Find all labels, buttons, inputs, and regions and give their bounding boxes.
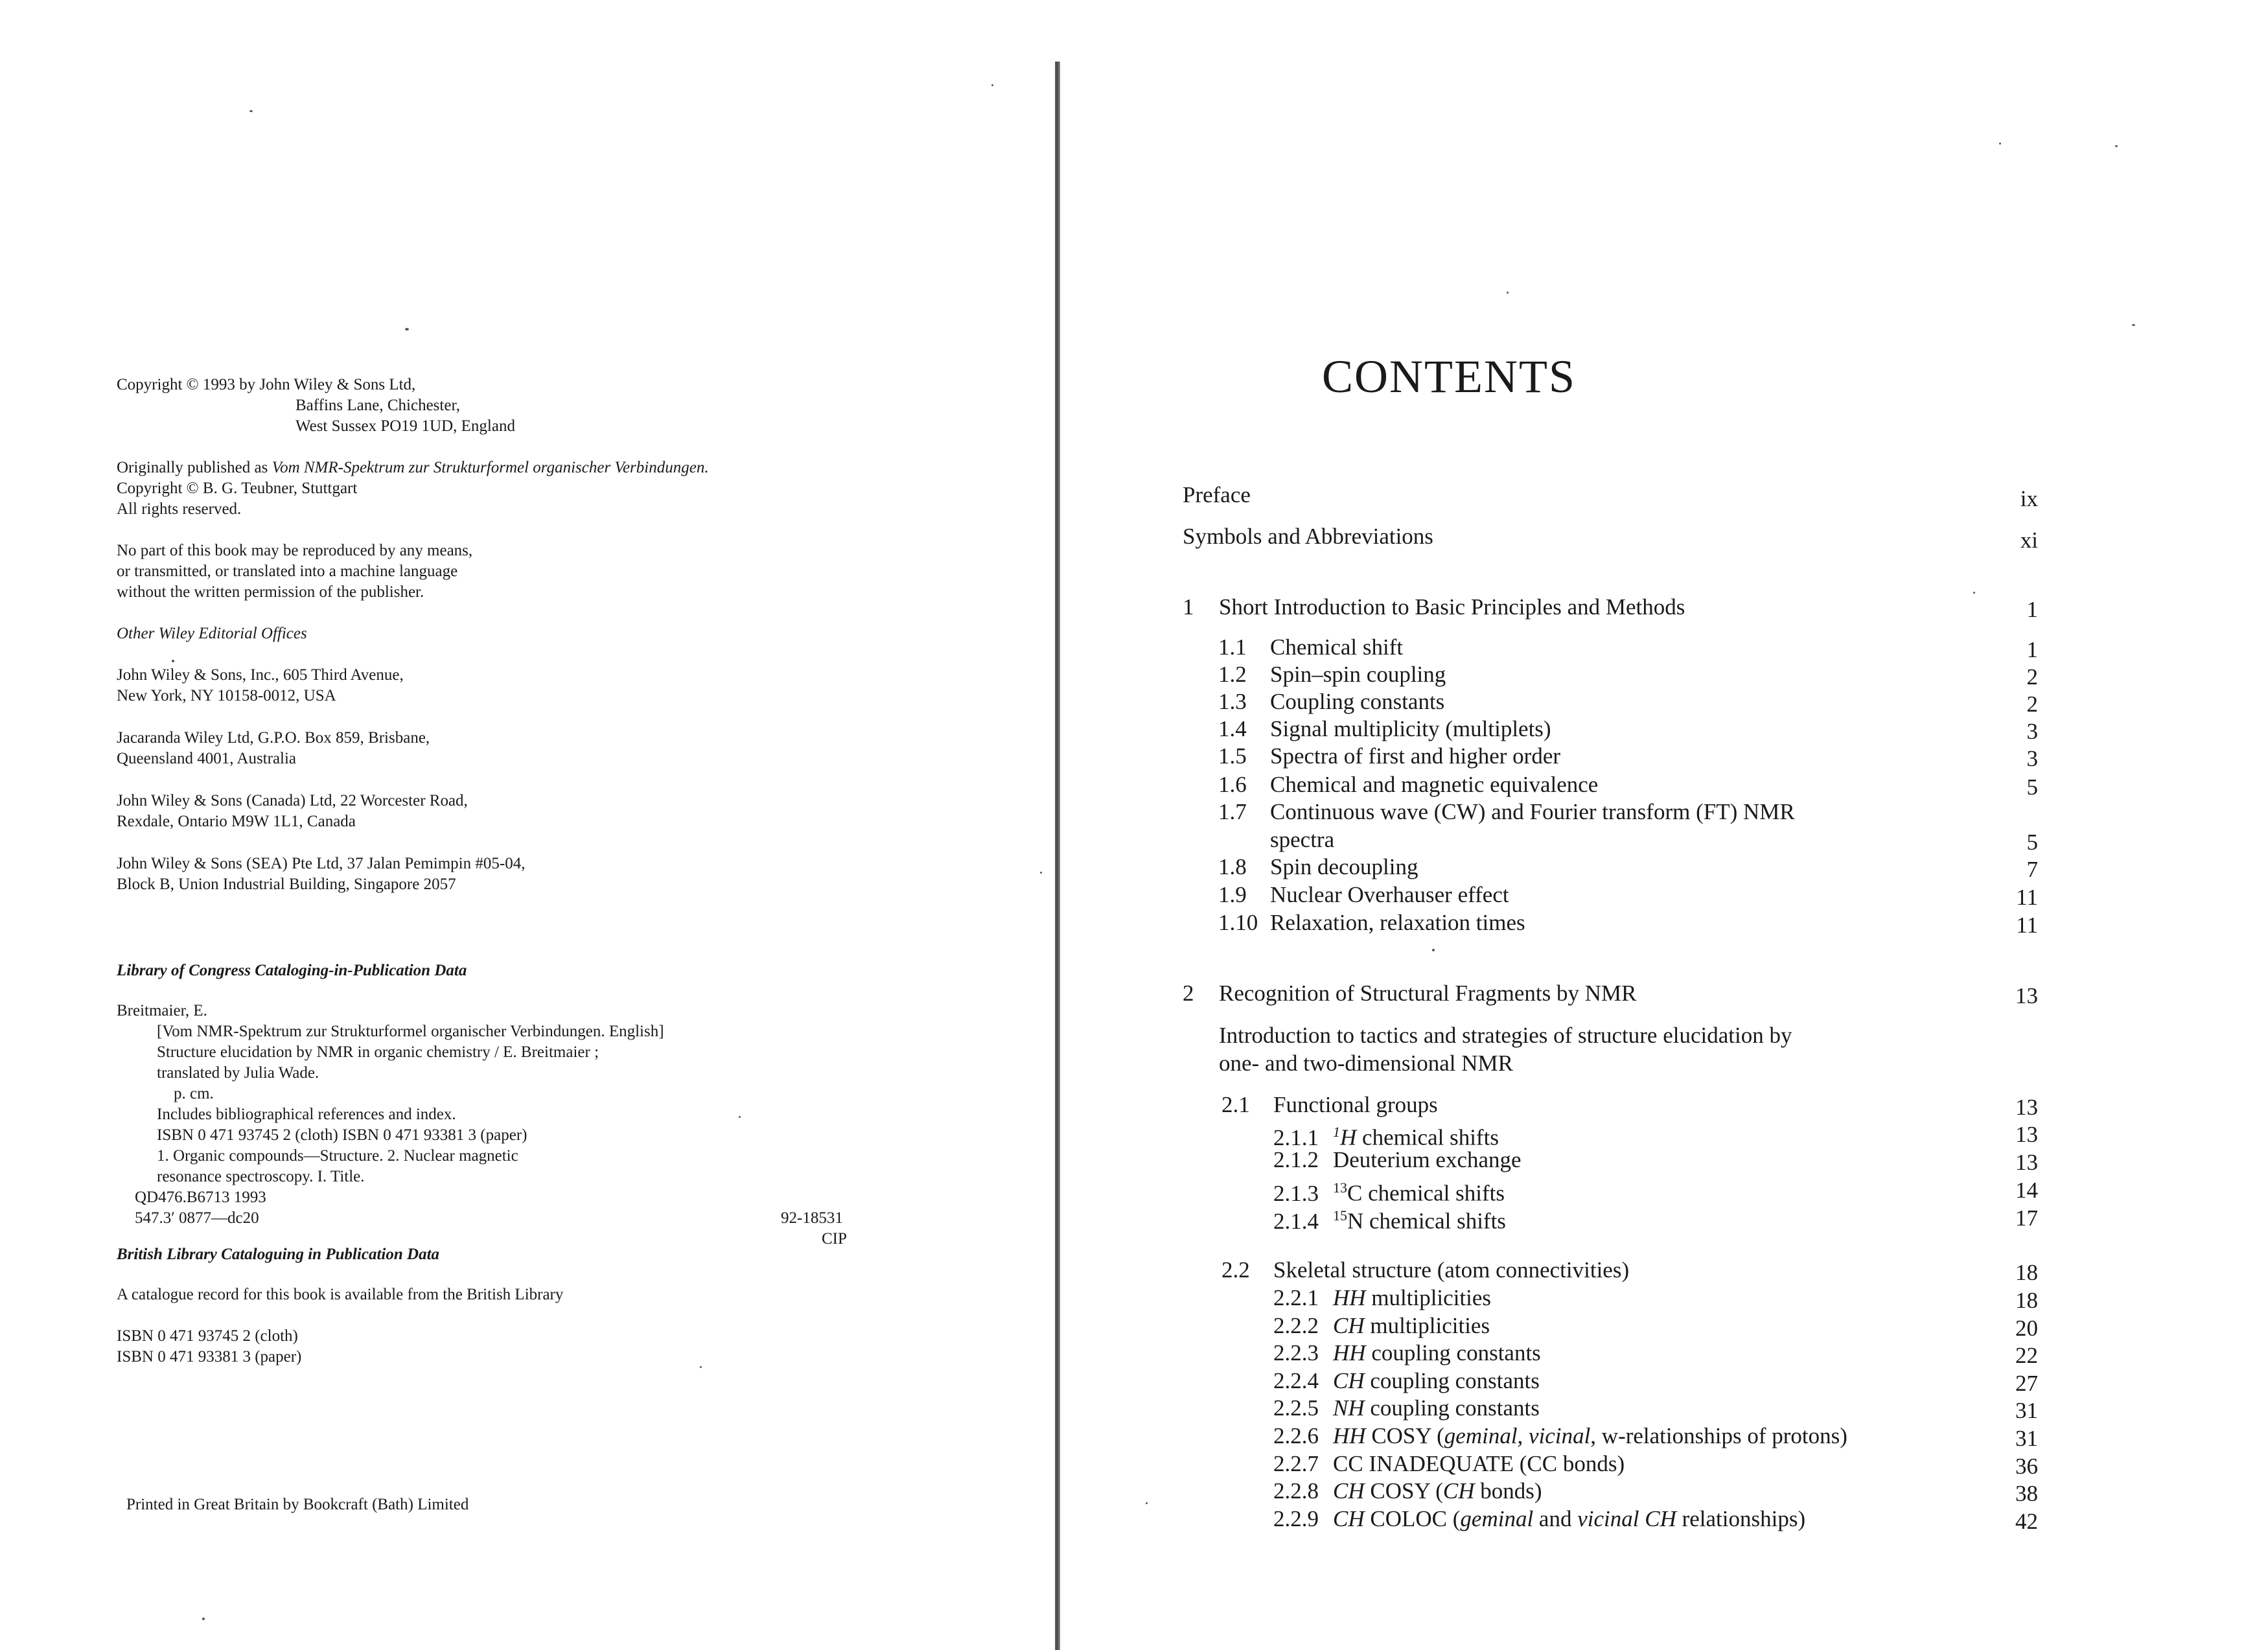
original-title: Vom NMR-Spektrum zur Strukturformel organischer Verbindungen. <box>272 459 709 476</box>
toc-page-number: 38 <box>2015 1481 2038 1506</box>
office-address: John Wiley & Sons, Inc., 605 Third Avenue, New York, NY 10158-0012, USA <box>117 666 404 704</box>
toc-page-number: 27 <box>2015 1371 2038 1396</box>
scan-speck <box>405 328 409 331</box>
toc-page-number: 1 <box>2026 597 2038 622</box>
toc-page-number: 31 <box>2015 1398 2038 1423</box>
original-line: Copyright © B. G. Teubner, Stuttgart <box>117 480 358 497</box>
toc-page-number: 18 <box>2015 1288 2038 1313</box>
cip-lc-number: 92-18531 <box>781 1209 843 1227</box>
office-address: John Wiley & Sons (Canada) Ltd, 22 Worcester Road, Rexdale, Ontario M9W 1L1, Canada <box>117 792 468 830</box>
toc-chapter-2: 2 Recognition of Structural Fragments by NMR <box>1183 981 1637 1006</box>
toc-entry-symbols: Symbols and Abbreviations <box>1183 524 1433 549</box>
isbn-cloth: ISBN 0 471 93745 2 (cloth) <box>117 1327 298 1345</box>
toc-page-number: 2 <box>2026 664 2038 690</box>
other-offices-heading: Other Wiley Editorial Offices <box>117 625 307 642</box>
bl-cip-text: A catalogue record for this book is available from the British Library <box>117 1286 564 1303</box>
toc-section-1-1: 1.1 Chemical shift <box>1218 634 1404 660</box>
toc-section-1-7: 1.7 Continuous wave (CW) and Fourier transform (FT) NMR <box>1218 799 1795 824</box>
toc-subsection-2-2-7: 2.2.7 CC INADEQUATE (CC bonds) <box>1273 1451 1625 1476</box>
toc-page-number: 3 <box>2026 719 2038 744</box>
toc-ch2-intro: one- and two-dimensional NMR <box>1219 1051 1513 1076</box>
toc-page-number: 17 <box>2015 1205 2038 1231</box>
toc-page-number: 18 <box>2015 1260 2038 1285</box>
left-page <box>0 0 1050 1650</box>
toc-page-number: xi <box>2020 528 2038 553</box>
rights-notice <box>117 540 472 603</box>
toc-page-number: ix <box>2020 486 2038 511</box>
toc-page-number: 11 <box>2016 885 2038 910</box>
toc-page-number: 5 <box>2026 830 2038 855</box>
toc-page-number: 13 <box>2015 1150 2038 1175</box>
cip-author: Breitmaier, E. <box>117 1002 207 1019</box>
toc-page-number: 7 <box>2026 857 2038 882</box>
toc-subsection-2-2-3: 2.2.3 HH coupling constants <box>1273 1340 1541 1365</box>
scan-speck <box>1146 1502 1148 1504</box>
toc-ch2-intro: Introduction to tactics and strategies of structure elucidation by <box>1219 1023 1792 1048</box>
scan-speck <box>991 84 993 86</box>
scan-speck <box>249 110 253 112</box>
toc-subsection-2-2-6: 2.2.6 HH COSY (geminal, vicinal, w-relationships of protons) <box>1273 1423 1847 1448</box>
toc-section-1-8: 1.8 Spin decoupling <box>1218 854 1418 879</box>
scan-speck <box>1432 949 1435 951</box>
toc-subsection-2-2-2: 2.2.2 CH multiplicities <box>1273 1313 1490 1338</box>
toc-subsection-2-1-1: 2.1.1 $^1$H chemical shifts <box>1273 1124 1499 1150</box>
toc-page-number: 31 <box>2015 1426 2038 1451</box>
toc-page-number: 36 <box>2015 1454 2038 1479</box>
toc-page-number: 1 <box>2026 637 2038 662</box>
toc-section-2-2: 2.2 Skeletal structure (atom connectivities) <box>1221 1257 1630 1283</box>
toc-section-1-9: 1.9 Nuclear Overhauser effect <box>1218 882 1509 907</box>
original-publication-block <box>117 458 709 520</box>
original-line: Originally published as Vom NMR-Spektrum zur Strukturformel organischer Verbindungen. <box>117 459 709 476</box>
toc-subsection-2-2-4: 2.2.4 CH coupling constants <box>1273 1368 1540 1393</box>
scan-speck <box>2115 145 2118 147</box>
scan-speck <box>700 1366 702 1368</box>
toc-section-1-4: 1.4 Signal multiplicity (multiplets) <box>1218 716 1551 741</box>
toc-page-number: 2 <box>2026 691 2038 717</box>
toc-subsection-2-2-1: 2.2.1 HH multiplicities <box>1273 1285 1492 1310</box>
rights-line: No part of this book may be reproduced by any means, <box>117 542 473 559</box>
toc-entry-preface: Preface <box>1183 482 1251 507</box>
scan-speck <box>1973 592 1975 594</box>
toc-subsection-2-1-2: 2.1.2 Deuterium exchange <box>1273 1147 1522 1172</box>
toc-subsection-2-1-4: 2.1.4 $^{15}$N chemical shifts <box>1273 1207 1506 1234</box>
bl-cip-heading: British Library Cataloguing in Publication Data <box>117 1246 440 1263</box>
toc-page-number: 13 <box>2015 983 2038 1008</box>
cip-call-number: QD476.B6713 1993 <box>135 1189 266 1206</box>
toc-page-number: 3 <box>2026 746 2038 771</box>
toc-page-number: 22 <box>2015 1343 2038 1368</box>
office-address: John Wiley & Sons (SEA) Pte Ltd, 37 Jalan Pemimpin #05-04, Block B, Union Industrial Building, Singapore 2057 <box>117 855 526 893</box>
toc-page-number: 13 <box>2015 1095 2038 1120</box>
isbn-paper: ISBN 0 471 93381 3 (paper) <box>117 1348 302 1365</box>
toc-section-1-10: 1.10 Relaxation, relaxation times <box>1218 910 1525 935</box>
printer-credit: Printed in Great Britain by Bookcraft (Bath) Limited <box>126 1496 469 1513</box>
book-spine-gutter <box>1055 62 1060 1650</box>
scan-speck <box>1040 872 1042 874</box>
toc-subsection-2-1-3: 2.1.3 $^{13}$C chemical shifts <box>1273 1179 1505 1206</box>
contents-title: CONTENTS <box>1322 351 1576 402</box>
toc-page-number: 42 <box>2015 1509 2038 1534</box>
isbn-block <box>117 1326 301 1367</box>
toc-page-number: 13 <box>2015 1122 2038 1147</box>
scan-speck <box>202 1618 205 1620</box>
copyright-line: Copyright © 1993 by John Wiley & Sons Ltd, <box>117 376 416 393</box>
cip-mark: CIP <box>822 1230 847 1248</box>
toc-subsection-2-2-5: 2.2.5 NH coupling constants <box>1273 1395 1540 1421</box>
rights-line: without the written permission of the publisher. <box>117 583 424 601</box>
toc-chapter-1: 1 Short Introduction to Basic Principles and Methods <box>1183 594 1685 620</box>
toc-section-1-5: 1.5 Spectra of first and higher order <box>1218 743 1561 769</box>
toc-section-1-2: 1.2 Spin–spin coupling <box>1218 662 1446 687</box>
scan-speck <box>2132 324 2135 326</box>
toc-section-2-1: 2.1 Functional groups <box>1221 1092 1438 1117</box>
toc-subsection-2-2-8: 2.2.8 CH COSY (CH bonds) <box>1273 1478 1542 1504</box>
scan-speck <box>1507 292 1509 294</box>
scan-speck <box>172 660 174 662</box>
scan-speck <box>739 1116 741 1118</box>
copyright-line: West Sussex PO19 1UD, England <box>295 417 515 435</box>
loc-cip-heading: Library of Congress Cataloging-in-Publication Data <box>117 962 467 979</box>
scan-speck <box>1999 143 2001 145</box>
copyright-line: Baffins Lane, Chichester, <box>295 397 461 414</box>
toc-section-1-6: 1.6 Chemical and magnetic equivalence <box>1218 772 1599 797</box>
original-line: All rights reserved. <box>117 500 242 518</box>
toc-section-1-7-continued: spectra <box>1270 827 1335 852</box>
office-address: Jacaranda Wiley Ltd, G.P.O. Box 859, Brisbane, Queensland 4001, Australia <box>117 729 430 767</box>
toc-section-1-3: 1.3 Coupling constants <box>1218 689 1445 714</box>
cip-dewey: 547.3′ 0877—dc20 <box>135 1209 259 1227</box>
toc-subsection-2-2-9: 2.2.9 CH COLOC (geminal and vicinal CH relationships) <box>1273 1506 1806 1531</box>
copyright-block <box>117 375 515 437</box>
loc-cip-record: Breitmaier, E. [Vom NMR-Spektrum zur Strukturformel organischer Verbindungen. English] Structure elucidation by NMR in organic chemistry / E. Breitmaier ; translated by Julia Wade. p. cm. Includes bibliographical references and index. ISBN 0 471 93745 2 (cloth) ISBN 0 471 93381 3 (paper) 1. Organic compounds—Structure. 2. Nuclear magnetic resonance spectroscopy. I. Title. QD476.B6713 1993 547.3′ 0877—dc20 <box>117 1001 664 1229</box>
toc-page-number: 20 <box>2015 1316 2038 1341</box>
toc-page-number: 5 <box>2026 774 2038 800</box>
toc-page-number: 14 <box>2015 1178 2038 1203</box>
toc-page-number: 11 <box>2016 912 2038 938</box>
rights-line: or transmitted, or translated into a machine language <box>117 563 458 580</box>
